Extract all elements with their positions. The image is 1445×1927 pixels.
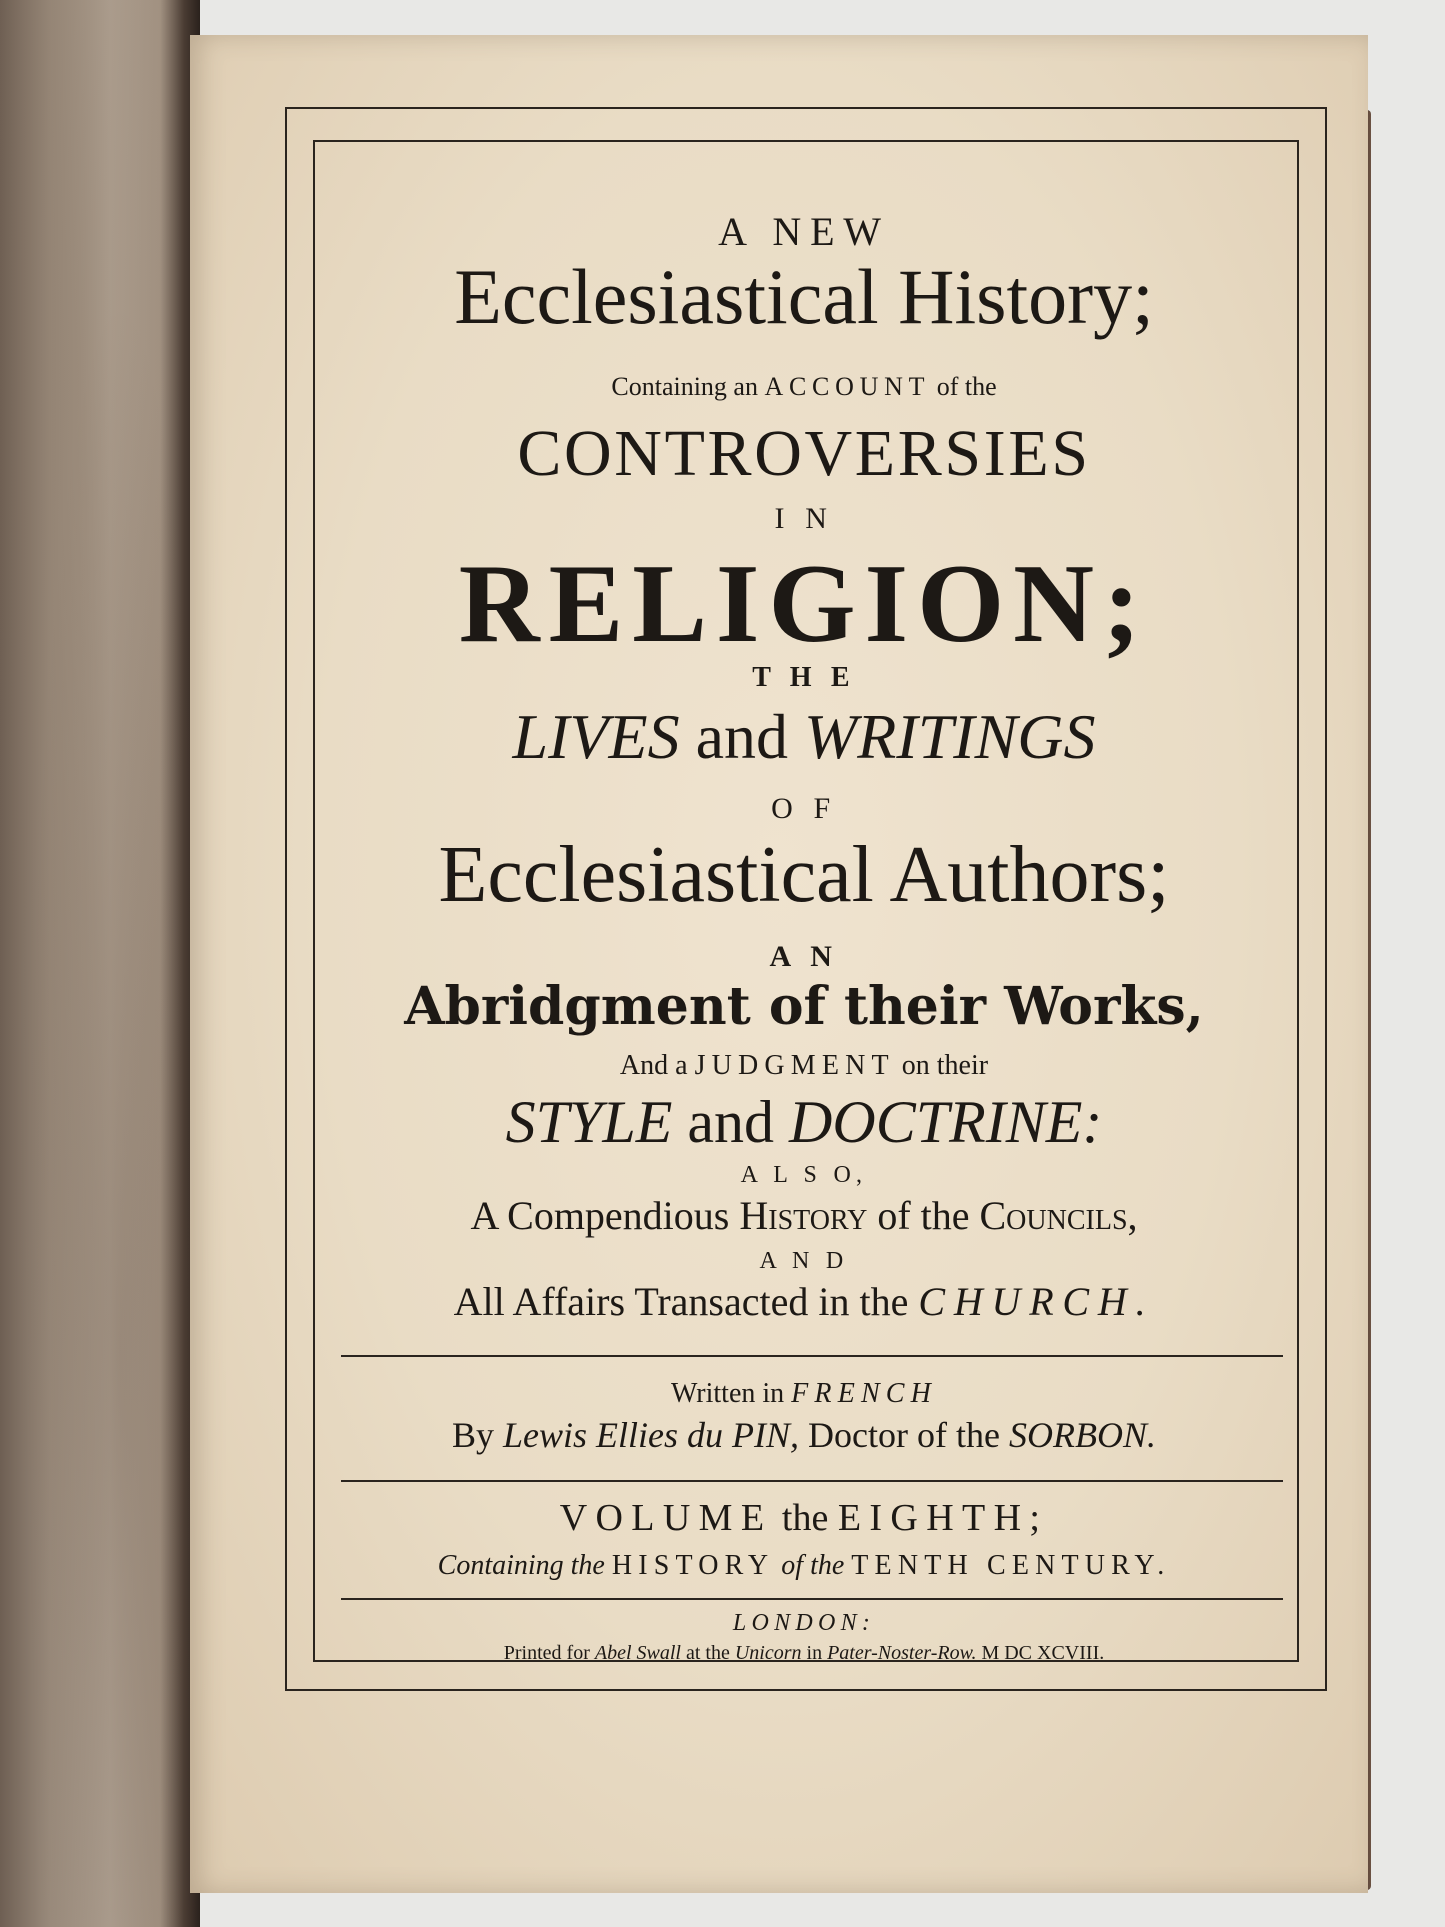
line-author xyxy=(313,1414,1295,1456)
text: Containing an xyxy=(611,372,758,401)
line-containing-history xyxy=(313,1550,1295,1582)
text: of the xyxy=(877,1193,970,1238)
line-compendious-history xyxy=(313,1192,1295,1239)
line-all-affairs xyxy=(313,1278,1295,1325)
text: Doctor of the xyxy=(808,1415,1000,1455)
text: FRENCH xyxy=(791,1378,938,1409)
line-an: A N xyxy=(769,940,839,973)
text: and xyxy=(695,701,788,772)
text: M DC XCVIII. xyxy=(981,1642,1105,1664)
text: CHURCH. xyxy=(918,1279,1155,1324)
title-page-text xyxy=(313,140,1295,1664)
text: of the xyxy=(781,1550,845,1581)
text: History xyxy=(739,1193,868,1238)
line-imprint xyxy=(313,1642,1295,1665)
text: A Compendious xyxy=(470,1193,730,1238)
text: TENTH CENTURY. xyxy=(851,1550,1171,1581)
line-controversies: CONTROVERSIES xyxy=(517,417,1091,490)
line-in: I N xyxy=(774,502,834,535)
book-binding xyxy=(0,0,200,1927)
text: All Affairs Transacted in the xyxy=(453,1279,909,1324)
line-religion: RELIGION; xyxy=(458,542,1150,666)
title-page xyxy=(190,35,1368,1893)
text: Containing the xyxy=(437,1550,605,1581)
text: Councils, xyxy=(979,1193,1138,1238)
text: PIN, xyxy=(732,1415,800,1455)
text: the xyxy=(781,1497,829,1539)
text: WRITINGS xyxy=(803,701,1096,772)
line-ecclesiastical-history: Ecclesiastical History; xyxy=(454,253,1154,340)
text: SORBON. xyxy=(1008,1415,1156,1455)
line-abridgment: Abridgment of their Works, xyxy=(404,976,1204,1037)
text: ACCOUNT xyxy=(764,372,931,401)
text: And a xyxy=(619,1050,688,1081)
rule-2 xyxy=(341,1480,1283,1482)
text: of the xyxy=(936,372,997,401)
text: By xyxy=(452,1415,495,1455)
text: LIVES xyxy=(512,701,680,772)
line-london: LONDON: xyxy=(732,1610,876,1636)
rule-3 xyxy=(341,1598,1283,1600)
text: Written in xyxy=(670,1378,785,1409)
line-lives-and-writings xyxy=(313,700,1295,774)
rule-1 xyxy=(341,1355,1283,1357)
line-and-a-judgment xyxy=(313,1050,1295,1082)
text: on their xyxy=(901,1050,989,1081)
text: Lewis Ellies du xyxy=(503,1415,724,1455)
text: VOLUME xyxy=(559,1497,773,1539)
line-also: A L S O, xyxy=(740,1162,868,1188)
text: in xyxy=(806,1642,823,1664)
line-written-in-french xyxy=(313,1378,1295,1410)
text: STYLE xyxy=(505,1089,673,1155)
line-the: T H E xyxy=(752,662,856,693)
text: at the xyxy=(685,1642,730,1664)
line-volume xyxy=(313,1496,1295,1540)
text: Printed for xyxy=(503,1642,590,1664)
text: Abel Swall xyxy=(594,1642,681,1664)
text: HISTORY xyxy=(611,1550,775,1581)
text: JUDGMENT xyxy=(694,1050,895,1081)
line-style-and-doctrine xyxy=(313,1088,1295,1157)
line-and: A N D xyxy=(759,1248,849,1274)
line-ecclesiastical-authors: Ecclesiastical Authors; xyxy=(438,831,1170,919)
text: EIGHTH; xyxy=(837,1497,1049,1539)
line-of: O F xyxy=(771,792,837,825)
line-a-new: A NEW xyxy=(718,209,890,254)
text: Pater-Noster-Row. xyxy=(827,1642,977,1664)
text: and xyxy=(687,1089,775,1155)
text: Unicorn xyxy=(734,1642,802,1664)
text: DOCTRINE: xyxy=(789,1089,1103,1155)
line-containing-account xyxy=(313,372,1295,402)
